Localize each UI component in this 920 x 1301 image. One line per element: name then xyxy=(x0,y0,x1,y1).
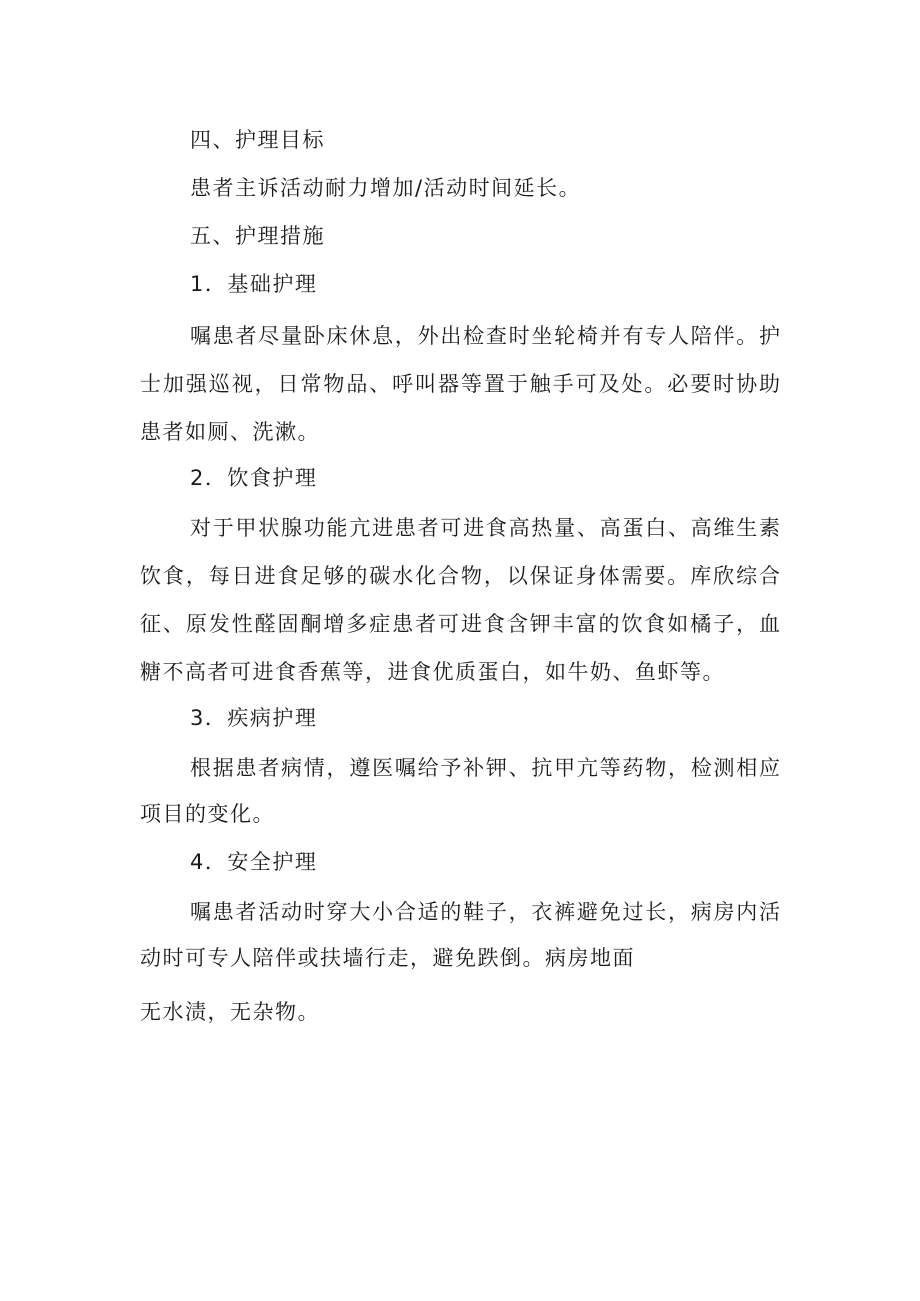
safety-care-line-1: 嘱患者活动时穿大小合适的鞋子，衣裤避免过长，病房内活 xyxy=(190,900,780,924)
disease-care-heading: 3．疾病护理 xyxy=(190,706,318,730)
diet-care-line-3: 征、原发性醛固酮增多症患者可进食含钾丰富的饮食如橘子，血 xyxy=(140,612,780,636)
safety-care-line-2: 动时可专人陪伴或扶墙行走，避免跌倒。病房地面 xyxy=(140,946,635,970)
goal-text: 患者主诉活动耐力增加/活动时间延长。 xyxy=(190,176,582,200)
basic-care-line-2: 士加强巡视，日常物品、呼叫器等置于触手可及处。必要时协助 xyxy=(140,372,780,396)
diet-care-line-1: 对于甲状腺功能亢进患者可进食高热量、高蛋白、高维生素 xyxy=(190,516,780,540)
basic-care-heading: 1．基础护理 xyxy=(190,272,318,296)
basic-care-line-1: 嘱患者尽量卧床休息，外出检查时坐轮椅并有专人陪伴。护 xyxy=(190,324,780,348)
disease-care-line-1: 根据患者病情，遵医嘱给予补钾、抗甲亢等药物，检测相应 xyxy=(190,756,780,780)
safety-care-line-3: 无水渍，无杂物。 xyxy=(140,1000,320,1024)
diet-care-line-2: 饮食，每日进食足够的碳水化合物，以保证身体需要。库欣综合 xyxy=(140,564,780,588)
measures-heading: 五、护理措施 xyxy=(190,224,325,248)
basic-care-line-3: 患者如厕、洗漱。 xyxy=(140,420,320,444)
diet-care-line-4: 糖不高者可进食香蕉等，进食优质蛋白，如牛奶、鱼虾等。 xyxy=(140,660,725,684)
safety-care-heading: 4．安全护理 xyxy=(190,850,318,874)
diet-care-heading: 2．饮食护理 xyxy=(190,466,318,490)
disease-care-line-2: 项目的变化。 xyxy=(140,802,275,826)
goal-heading: 四、护理目标 xyxy=(190,128,325,152)
